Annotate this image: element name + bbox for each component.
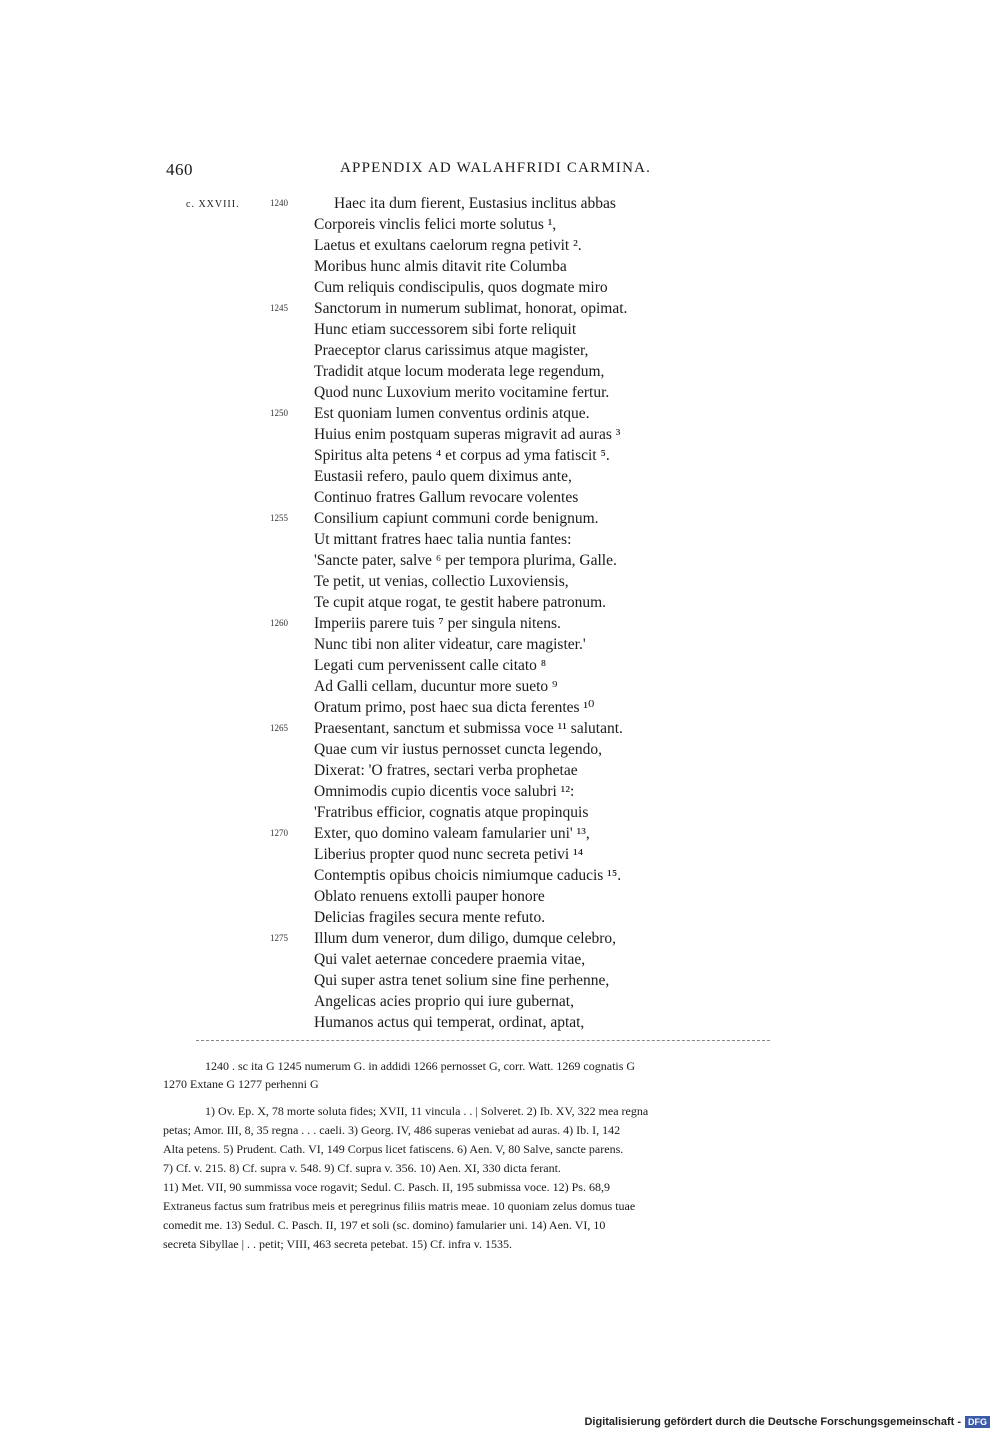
verse-number: 1275 bbox=[270, 933, 288, 943]
verse-text: Consilium capiunt communi corde benignum. bbox=[314, 510, 599, 527]
section-reference: c. XXVIII. bbox=[186, 199, 240, 210]
footnote-line: secreta Sibyllae | . . petit; VIII, 463 secreta petebat. 15) Cf. infra v. 1535. bbox=[163, 1237, 512, 1251]
verse-text: Est quoniam lumen conventus ordinis atque. bbox=[314, 405, 590, 422]
verse-text: Cum reliquis condiscipulis, quos dogmate miro bbox=[314, 279, 608, 296]
footnote-line: comedit me. 13) Sedul. C. Pasch. II, 197 et soli (sc. domino) famularier uni. 14) Aen. VI, 10 bbox=[163, 1218, 606, 1232]
page-number: 460 bbox=[166, 160, 193, 179]
verse-text: Oratum primo, post haec sua dicta ferentes ¹⁰ bbox=[314, 699, 595, 716]
verse-text: Quae cum vir iustus pernosset cuncta legendo, bbox=[314, 741, 602, 758]
verse-text: Huius enim postquam superas migravit ad auras ³ bbox=[314, 426, 621, 443]
verse-text: Te cupit atque rogat, te gestit habere patronum. bbox=[314, 594, 607, 611]
verse-text: Moribus hunc almis ditavit rite Columba bbox=[314, 258, 567, 275]
footnote-line: Alta petens. 5) Prudent. Cath. VI, 149 Corpus licet fatiscens. 6) Aen. V, 80 Salve, sancte parens. bbox=[163, 1142, 624, 1156]
verse-number: 1250 bbox=[270, 408, 288, 418]
verse-text: Quod nunc Luxovium merito vocitamine fertur. bbox=[314, 384, 610, 401]
dfg-logo: DFG bbox=[965, 1416, 990, 1428]
verse-text: Praeceptor clarus carissimus atque magister, bbox=[314, 342, 589, 359]
verse-text: Praesentant, sanctum et submissa voce ¹¹ salutant. bbox=[314, 720, 623, 737]
verse-text: Exter, quo domino valeam famularier uni' ¹³, bbox=[314, 825, 590, 842]
credit-text: Digitalisierung gefördert durch die Deutsche Forschungsgemeinschaft - bbox=[584, 1416, 961, 1428]
verse-number: 1265 bbox=[270, 723, 288, 733]
verse-text: Qui valet aeternae concedere praemia vitae, bbox=[314, 951, 586, 968]
verse-text: Omnimodis cupio dicentis voce salubri ¹²: bbox=[314, 783, 575, 800]
verse-text: 'Sancte pater, salve ⁶ per tempora plurima, Galle. bbox=[314, 552, 617, 569]
footnote-line: Extraneus factus sum fratribus meis et peregrinus filiis matris meae. 10 quoniam zelus domus tuae bbox=[163, 1199, 636, 1213]
footnote-line: 7) Cf. v. 215. 8) Cf. supra v. 548. 9) Cf. supra v. 356. 10) Aen. XI, 330 dicta ferant. bbox=[163, 1161, 561, 1175]
verse-text: Sanctorum in numerum sublimat, honorat, opimat. bbox=[314, 300, 628, 317]
verse-text: Te petit, ut venias, collectio Luxoviensis, bbox=[314, 573, 569, 590]
verse-text: Angelicas acies proprio qui iure gubernat, bbox=[314, 993, 574, 1010]
footnotes bbox=[163, 1102, 837, 1254]
verse-text: Illum dum veneror, dum diligo, dumque celebro, bbox=[314, 930, 616, 947]
verse-number: 1240 bbox=[270, 198, 288, 208]
verse-text: Liberius propter quod nunc secreta petivi ¹⁴ bbox=[314, 846, 584, 863]
footnote-line: petas; Amor. III, 8, 35 regna . . . caeli. 3) Georg. IV, 486 superas veniebat ad auras. 4) Ib. I, 142 bbox=[163, 1123, 621, 1137]
verse-text: Qui super astra tenet solium sine fine perhenne, bbox=[314, 972, 610, 989]
apparatus-line: 1270 Extane G 1277 perhenni G bbox=[163, 1077, 319, 1091]
cut-off-line bbox=[196, 1040, 770, 1041]
verse-text: Eustasii refero, paulo quem diximus ante, bbox=[314, 468, 572, 485]
digitization-credit bbox=[584, 1416, 990, 1428]
footnote-line: 1) Ov. Ep. X, 78 morte soluta fides; XVII, 11 vincula . . | Solveret. 2) Ib. XV, 322 mea regna bbox=[205, 1104, 649, 1118]
verse-text: Spiritus alta petens ⁴ et corpus ad yma fatiscit ⁵. bbox=[314, 447, 610, 464]
verse-text: Hunc etiam successorem sibi forte reliquit bbox=[314, 321, 577, 338]
verse-text: Contemptis opibus choicis nimiumque caducis ¹⁵. bbox=[314, 867, 622, 884]
verse-text: Legati cum pervenissent calle citato ⁸ bbox=[314, 657, 547, 674]
verse-text: Oblato renuens extolli pauper honore bbox=[314, 888, 545, 905]
verse-text: Humanos actus qui temperat, ordinat, aptat, bbox=[314, 1014, 585, 1031]
verse-text: Dixerat: 'O fratres, sectari verba prophetae bbox=[314, 762, 578, 779]
footnote-line: 11) Met. VII, 90 summissa voce rogavit; Sedul. C. Pasch. II, 195 submissa voce. 12) Ps. 68,9 bbox=[163, 1180, 610, 1194]
verse-text: Tradidit atque locum moderata lege regendum, bbox=[314, 363, 605, 380]
verse-number: 1245 bbox=[270, 303, 288, 313]
apparatus-line: 1240 . sc ita G 1245 numerum G. in addidi 1266 pernosset G, corr. Watt. 1269 cognatis G bbox=[205, 1059, 636, 1073]
critical-apparatus bbox=[163, 1057, 837, 1093]
verse-text: Corporeis vinclis felici morte solutus ¹, bbox=[314, 216, 557, 233]
verse-text: Laetus et exultans caelorum regna petivit ². bbox=[314, 237, 582, 254]
verse-text: Haec ita dum fierent, Eustasius inclitus abbas bbox=[334, 195, 616, 212]
verse-text: 'Fratribus efficior, cognatis atque propinquis bbox=[314, 804, 589, 821]
verse-text: Continuo fratres Gallum revocare volentes bbox=[314, 489, 579, 506]
running-title: APPENDIX AD WALAHFRIDI CARMINA. bbox=[340, 160, 652, 176]
verse-number: 1270 bbox=[270, 828, 288, 838]
verse-text: Ut mittant fratres haec talia nuntia fantes: bbox=[314, 531, 572, 548]
verse-text: Imperiis parere tuis ⁷ per singula nitens. bbox=[314, 615, 561, 632]
verse-text: Ad Galli cellam, ducuntur more sueto ⁹ bbox=[314, 678, 558, 695]
verse-text: Delicias fragiles secura mente refuto. bbox=[314, 909, 546, 926]
verse-text: Nunc tibi non aliter videatur, care magister.' bbox=[314, 636, 586, 653]
verse-number: 1255 bbox=[270, 513, 288, 523]
verse-number: 1260 bbox=[270, 618, 288, 628]
